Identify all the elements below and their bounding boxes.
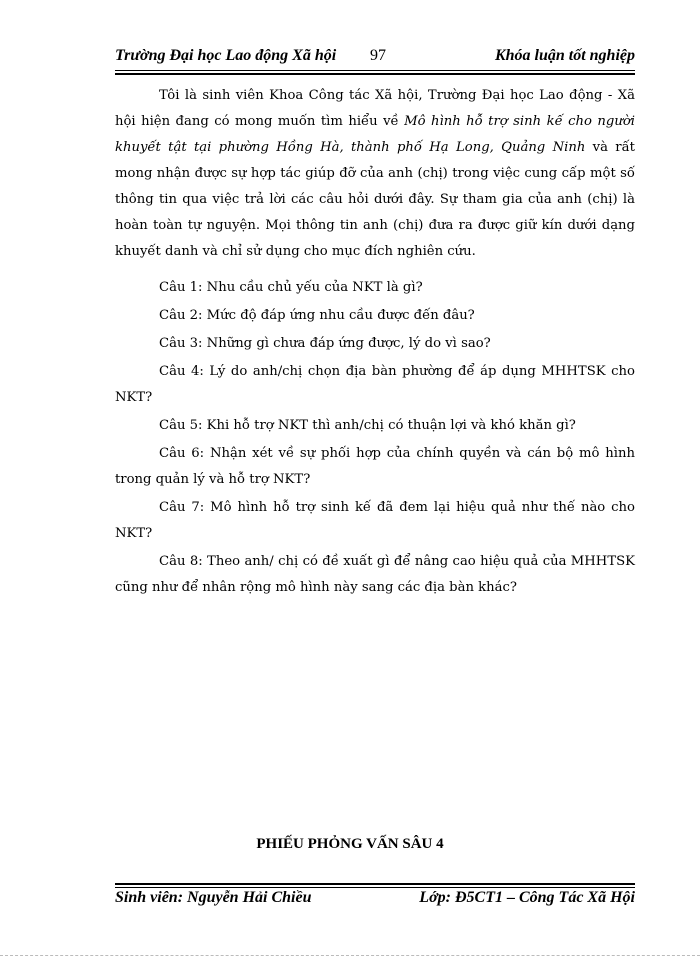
footer-rule-thin (115, 887, 635, 888)
question-7: Câu 7: Mô hình hỗ trợ sinh kế đã đem lại hiệu quả như thế nào cho NKT? (115, 500, 635, 541)
question-1: Câu 1: Nhu cầu chủ yếu của NKT là gì? (159, 280, 423, 295)
footer-rule-thick (115, 883, 635, 885)
document-body (115, 83, 635, 603)
page-break-line (0, 955, 700, 956)
question-6: Câu 6: Nhận xét về sự phối hợp của chính quyền và cán bộ mô hình trong quản lý và hỗ trợ NKT? (115, 446, 635, 487)
page-header (115, 47, 635, 69)
footer-student: Sinh viên: Nguyễn Hải Chiều (115, 889, 312, 906)
question-8: Câu 8: Theo anh/ chị có đề xuất gì để nâng cao hiệu quả của MHHTSK cũng như để nhân rộng mô hình này sang các địa bàn khác? (115, 554, 635, 595)
intro-text-1: Tôi là sinh viên Khoa Công tác Xã hội, Trường Đại học Lao động - Xã hội hiện đang có mong muốn tìm hiểu về (115, 88, 635, 129)
interview-title: PHIẾU PHỎNG VẤN SÂU 4 (256, 836, 444, 852)
footer-class: Lớp: Đ5CT1 – Công Tác Xã Hội (419, 889, 635, 906)
header-thesis-label: Khóa luận tốt nghiệp (494, 47, 635, 64)
page-footer (115, 889, 635, 911)
question-4: Câu 4: Lý do anh/chị chọn địa bàn phường để áp dụng MHHTSK cho NKT? (115, 364, 635, 405)
header-rule-thick (115, 73, 635, 75)
header-university: Trường Đại học Lao động Xã hội (115, 47, 337, 64)
intro-text-2: và rất mong nhận được sự hợp tác giúp đỡ của anh (chị) trong việc cung cấp một số thông tin qua việc trả lời các câu hỏi dưới đây. Sự tham gia của anh (chị) là hoàn toàn tự nguyện. Mọi thông tin anh (chị) đưa ra được giữ kín dưới dạng khuyết danh và chỉ sử dụng cho mục đích nghiên cứu. (115, 140, 635, 259)
intro-topic: Mô hình hỗ trợ sinh kế cho người khuyết tật tại phường Hồng Hà, thành phố Hạ Long, Quảng Ninh (115, 114, 635, 155)
question-2: Câu 2: Mức độ đáp ứng nhu cầu được đến đâu? (159, 308, 475, 323)
page-number: 97 (370, 47, 386, 64)
question-5: Câu 5: Khi hỗ trợ NKT thì anh/chị có thuận lợi và khó khăn gì? (159, 418, 576, 433)
header-rule-thin (115, 70, 635, 71)
intro-paragraph (115, 83, 635, 265)
question-3: Câu 3: Những gì chưa đáp ứng được, lý do vì sao? (159, 336, 491, 351)
